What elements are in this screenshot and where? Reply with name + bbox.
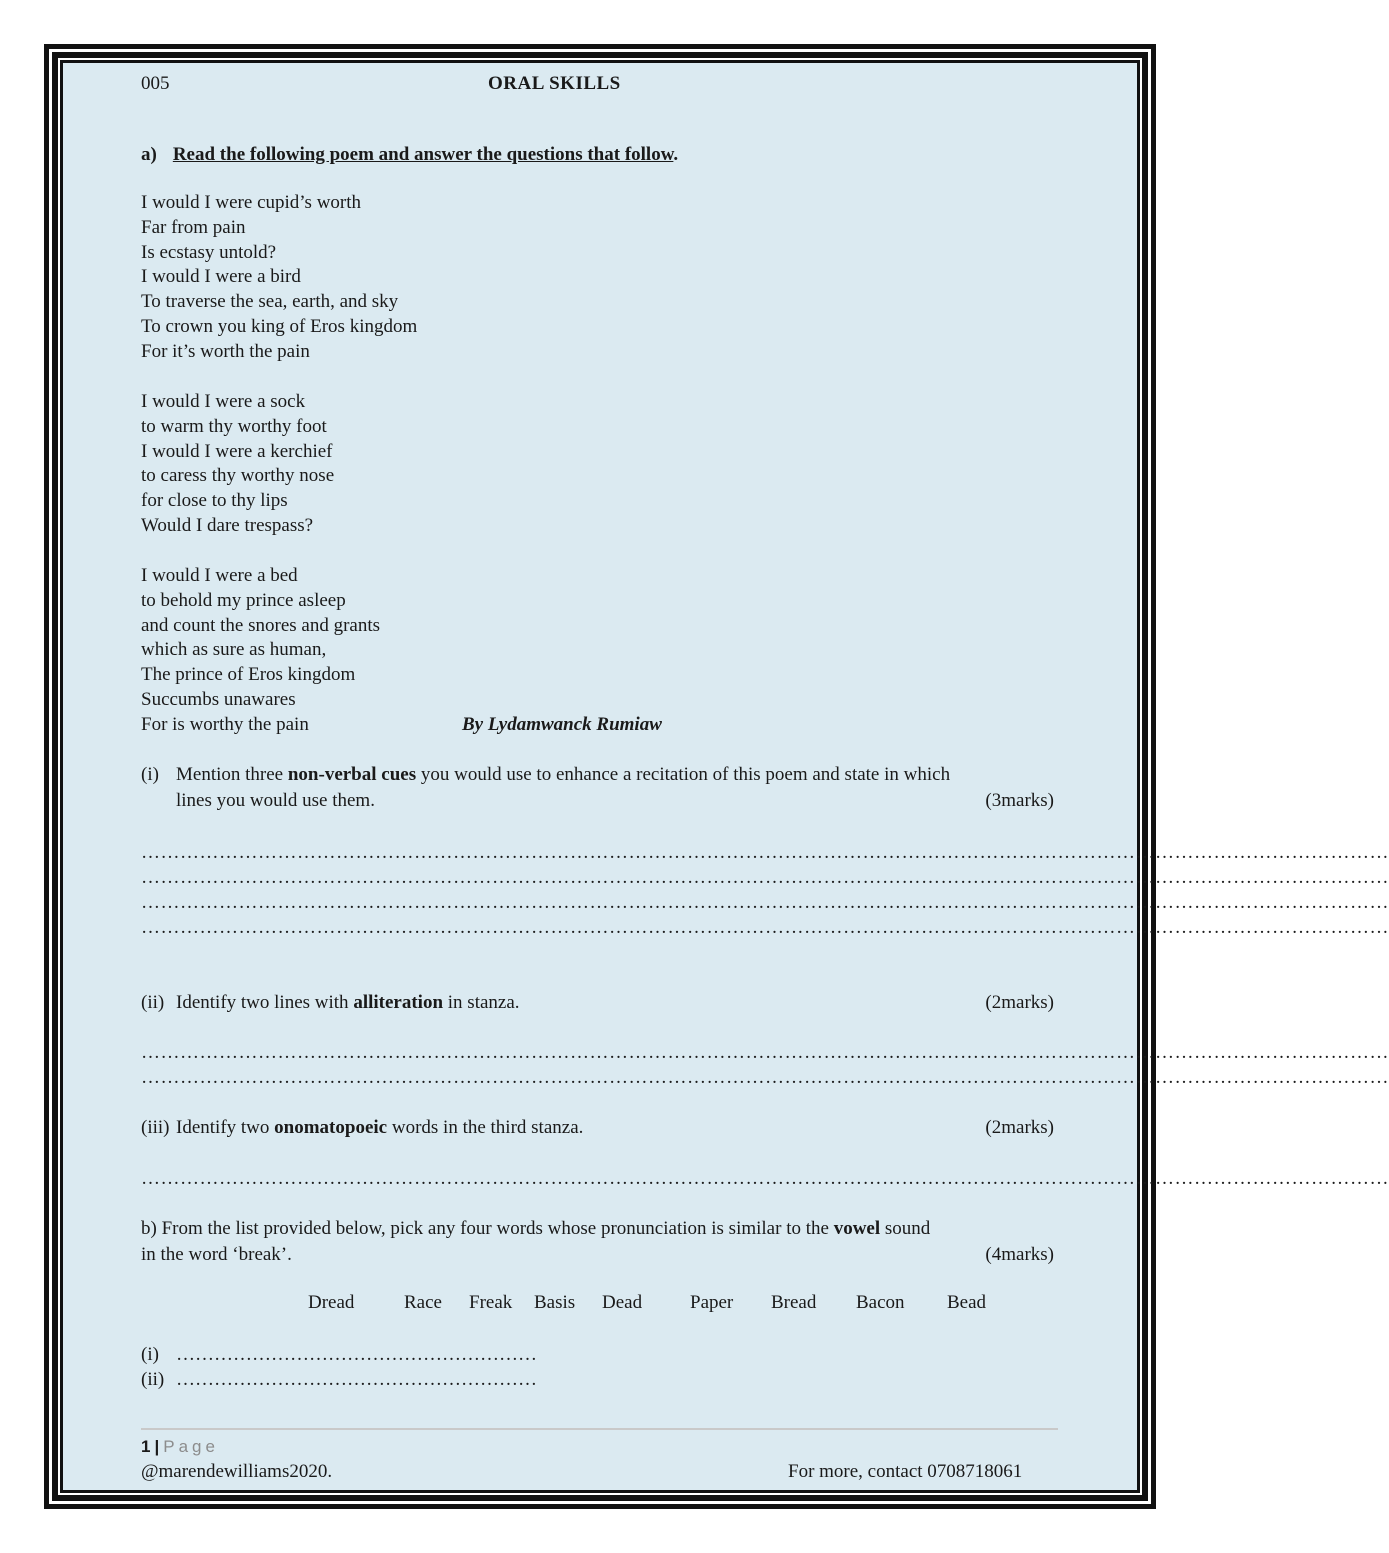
answer-line[interactable]: ………………………………………………………………………………………………………………………………………………………………………… xyxy=(141,892,1389,913)
answer-line[interactable]: ………………………………………………………………………………………………………………………………………………………………………… xyxy=(141,1042,1389,1063)
word-option: Bead xyxy=(947,1292,987,1313)
poem-line: Would I dare trespass? xyxy=(141,514,314,536)
poem-line: which as sure as human, xyxy=(141,639,327,661)
poem-line: I would I were a bird xyxy=(141,266,301,288)
question-text: sound xyxy=(880,1218,931,1239)
word-option: Bread xyxy=(771,1292,817,1313)
poem-line: to warm thy worthy foot xyxy=(141,415,327,437)
word-option: Bacon xyxy=(856,1292,905,1313)
poem-line: I would I were a bed xyxy=(141,565,298,586)
answer-line[interactable]: ………………………………………………………………………………………………………………………………………………………………………… xyxy=(141,842,1389,863)
poem-stanza-3 xyxy=(141,564,380,738)
marks-label: (2marks) xyxy=(985,992,1054,1013)
page-number xyxy=(141,1435,219,1459)
poem-line: To traverse the sea, earth, and sky xyxy=(141,291,399,313)
question-b xyxy=(141,1216,1054,1268)
question-keyword: vowel xyxy=(833,1218,881,1239)
question-keyword: alliteration xyxy=(353,992,444,1013)
word-option: Paper xyxy=(690,1292,734,1313)
marks-label: (2marks) xyxy=(985,1117,1054,1138)
word-option: Dread xyxy=(308,1292,355,1313)
poem-line: and count the snores and grants xyxy=(141,614,381,636)
answer-blank[interactable]: ………………………………………………… xyxy=(176,1369,537,1390)
poem-line: For is worthy the pain xyxy=(141,713,309,735)
question-2 xyxy=(141,990,1054,1016)
answer-number: (i) xyxy=(141,1344,159,1365)
answer-item xyxy=(141,1342,537,1368)
word-option: Freak xyxy=(469,1292,513,1313)
question-number: (iii) xyxy=(141,1117,170,1138)
answer-line[interactable]: ………………………………………………………………………………………………………………………………………………………………………… xyxy=(141,1168,1389,1189)
question-number: (ii) xyxy=(141,992,165,1013)
poem-stanza-2 xyxy=(141,390,334,539)
question-keyword: onomatopoeic xyxy=(274,1117,388,1138)
instruction xyxy=(141,143,678,167)
poem-line: to behold my prince asleep xyxy=(141,589,346,611)
question-text: b) From the list provided below, pick any four words whose pronunciation is similar to the xyxy=(141,1218,834,1239)
marks-label: (3marks) xyxy=(985,790,1054,811)
poem-author: By Lydamwanck Rumiaw xyxy=(462,714,662,735)
question-text: Identify two xyxy=(176,1117,275,1138)
question-text: lines you would use them. xyxy=(176,790,375,811)
poem-line: The prince of Eros kingdom xyxy=(141,664,356,686)
poem-line: Is ecstasy untold? xyxy=(141,241,277,263)
instruction-label: a) xyxy=(141,144,157,165)
page-title: ORAL SKILLS xyxy=(488,73,621,94)
answer-item xyxy=(141,1367,537,1393)
question-text: words in the third stanza. xyxy=(387,1117,584,1138)
footer-divider xyxy=(141,1428,1058,1430)
question-1 xyxy=(141,762,1054,814)
poem-line: I would I were a kerchief xyxy=(141,440,333,462)
word-option: Basis xyxy=(534,1292,576,1313)
instruction-text: Read the following poem and answer the questions that follow xyxy=(172,144,674,165)
answer-line[interactable]: ………………………………………………………………………………………………………………………………………………………………………… xyxy=(141,1067,1389,1088)
page-label: Page xyxy=(163,1437,219,1456)
poem-line: To crown you king of Eros kingdom xyxy=(141,315,418,337)
answer-line[interactable]: ………………………………………………………………………………………………………………………………………………………………………… xyxy=(141,917,1389,938)
poem-line: Far from pain xyxy=(141,216,246,238)
word-option: Race xyxy=(404,1292,442,1313)
poem-line: to caress thy worthy nose xyxy=(141,465,335,487)
page-separator: | xyxy=(154,1437,160,1456)
poem-line: I would I were a sock xyxy=(141,391,306,412)
poem-line: for close to thy lips xyxy=(141,490,288,512)
poem-line: I would I were cupid’s worth xyxy=(141,192,362,213)
question-keyword: non-verbal cues xyxy=(287,764,417,785)
question-text: Mention three xyxy=(176,764,288,785)
marks-label: (4marks) xyxy=(985,1244,1054,1265)
footer-handle: @marendewilliams2020. xyxy=(141,1461,333,1482)
poem-line: Succumbs unawares xyxy=(141,688,296,710)
footer-contact: For more, contact 0708718061 xyxy=(788,1461,1023,1482)
instruction-period: . xyxy=(673,144,679,165)
page-number-value: 1 xyxy=(141,1437,151,1456)
paper-code: 005 xyxy=(141,73,170,94)
answer-blank[interactable]: ………………………………………………… xyxy=(176,1344,537,1365)
answer-number: (ii) xyxy=(141,1369,165,1390)
question-text: in stanza. xyxy=(443,992,520,1013)
question-number: (i) xyxy=(141,764,159,785)
question-3 xyxy=(141,1115,1054,1141)
question-text: in the word ‘break’. xyxy=(141,1244,292,1265)
poem-stanza-1 xyxy=(141,191,417,365)
question-text: you would use to enhance a recitation of this poem and state in which xyxy=(416,764,951,785)
question-text: Identify two lines with xyxy=(176,992,354,1013)
poem-line: For it’s worth the pain xyxy=(141,340,310,362)
word-option: Dead xyxy=(602,1292,643,1313)
answer-line[interactable]: ………………………………………………………………………………………………………………………………………………………………………… xyxy=(141,867,1389,888)
